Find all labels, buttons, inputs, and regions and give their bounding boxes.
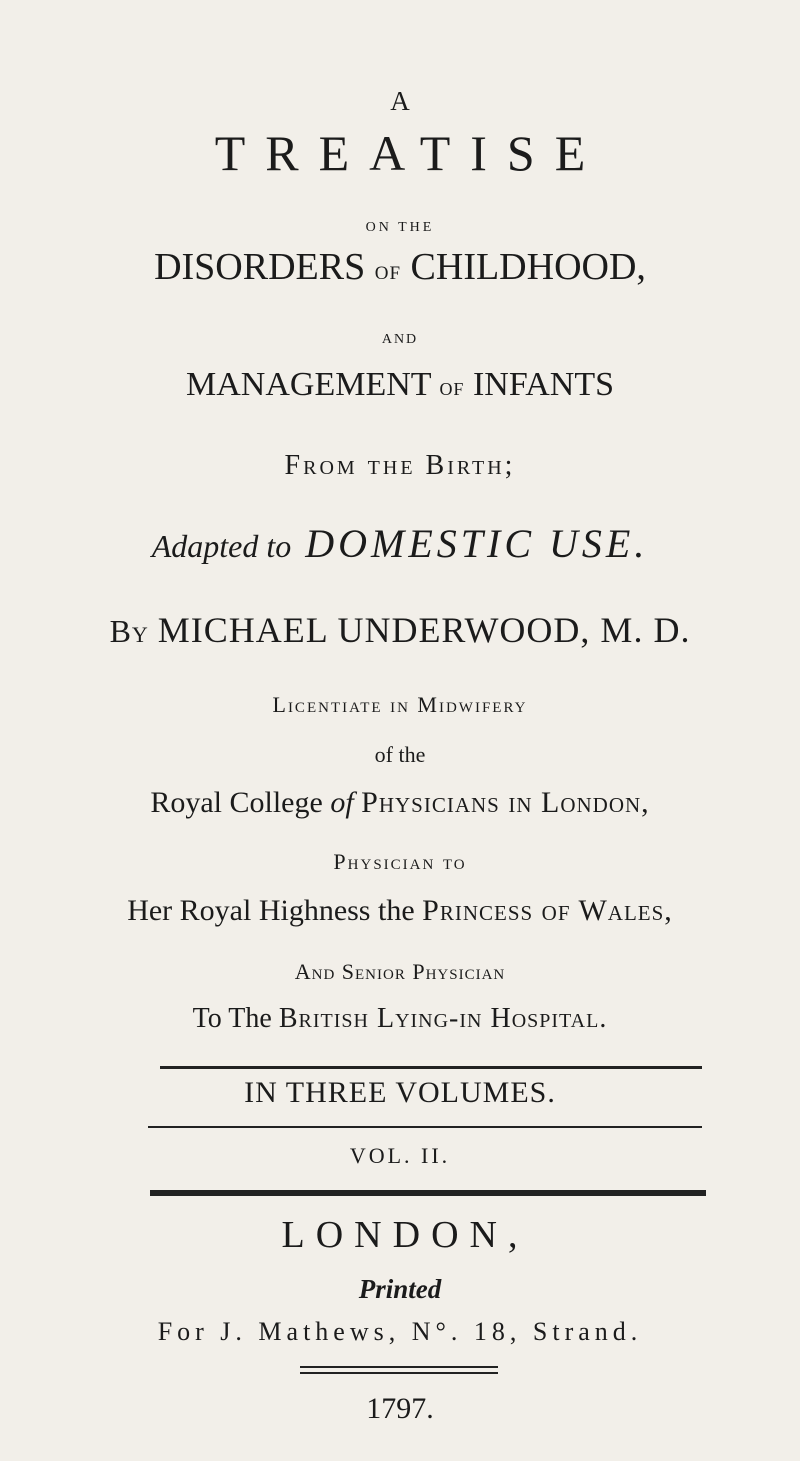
of-small: OF [374, 263, 402, 284]
british-hospital: British Lying-in Hospital. [278, 1003, 608, 1034]
her-royal-highness: Her Royal Highness the [127, 894, 415, 927]
infants-word: INFANTS [472, 366, 614, 403]
title-main: TREATISE [214, 125, 606, 181]
princess-line [0, 896, 800, 926]
physicians-london: Physicians in London, [361, 786, 650, 819]
title-and: AND [381, 332, 419, 347]
royal-college-line [0, 788, 800, 818]
author-name: MICHAEL UNDERWOOD, M. D. [157, 610, 691, 650]
printed: Printed [358, 1274, 442, 1304]
childhood-word: CHILDHOOD, [410, 246, 646, 288]
rule-4 [300, 1366, 498, 1368]
of-small-2: OF [439, 379, 465, 399]
management-word: MANAGEMENT [186, 366, 431, 403]
volume-number: VOL. II. [349, 1143, 451, 1168]
of-the: of the [374, 742, 426, 767]
licentiate: Licentiate in Midwifery [272, 692, 528, 717]
physician-to: Physician to [333, 849, 467, 874]
title-article: A [390, 86, 410, 116]
princess-of-wales: Princess of Wales, [422, 894, 673, 927]
year: 1797. [366, 1392, 434, 1425]
rule-5 [300, 1372, 498, 1374]
hospital-line [0, 1005, 800, 1033]
from-the-birth: From the Birth; [284, 450, 516, 481]
city-london: LONDON, [281, 1214, 529, 1256]
publisher-line: For J. Mathews, N°. 18, Strand. [157, 1317, 643, 1346]
disorders-word: DISORDERS [154, 246, 366, 288]
adapted-to: Adapted to [151, 528, 292, 564]
title-management-line [0, 368, 800, 402]
and-senior-physician: And Senior Physician [294, 959, 506, 984]
author-line [0, 612, 800, 648]
by-word: By [109, 613, 149, 649]
rule-3 [150, 1190, 706, 1196]
royal-college: Royal College [150, 786, 323, 819]
title-on-the: ON THE [365, 220, 435, 235]
to-the: To The [192, 1003, 272, 1034]
rule-2 [148, 1126, 702, 1128]
in-three-volumes: IN THREE VOLUMES. [244, 1076, 556, 1109]
of-italic: of [330, 786, 354, 819]
domestic-use: DOMESTIC USE. [305, 521, 649, 566]
title-disorders-line [0, 248, 800, 286]
rule-1 [160, 1066, 702, 1069]
adapted-line [0, 521, 800, 566]
